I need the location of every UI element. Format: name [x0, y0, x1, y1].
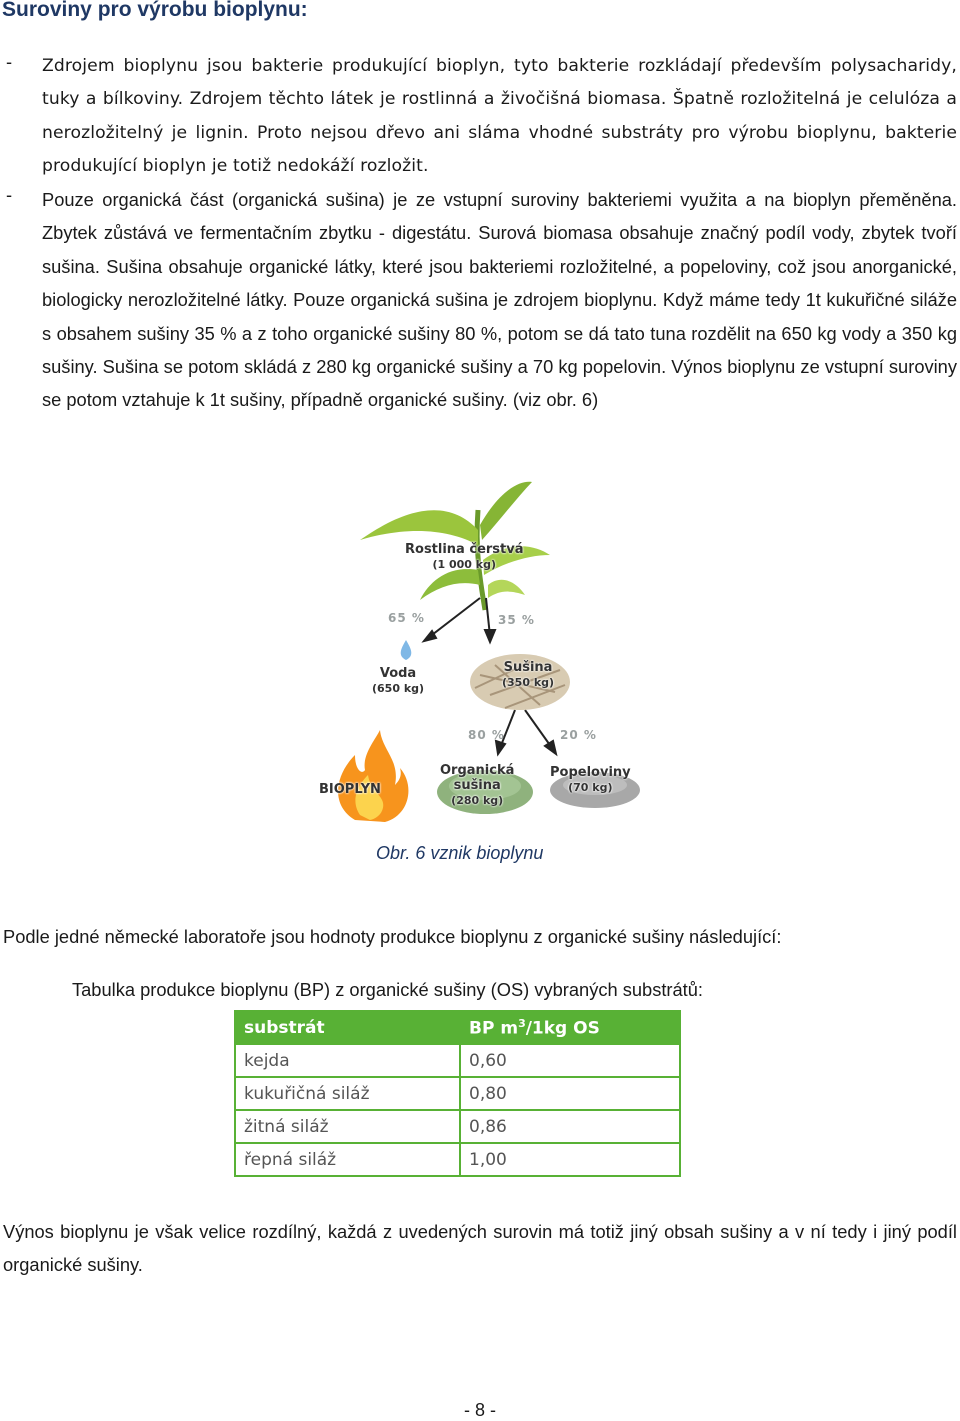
header-yield: BP $m^3/1kg$ OS — [460, 1011, 680, 1044]
yield-cell: 0,60 — [460, 1044, 680, 1077]
substrate-cell: řepná siláž — [235, 1143, 460, 1176]
dry-matter-label: Sušina (350 kg) — [502, 660, 555, 689]
biogas-label: BIOPLYN — [319, 782, 381, 797]
paragraph-raw-materials: Zdrojem bioplynu jsou bakterie produkující bioplyn, tyto bakterie rozkládají především polysacharidy, tuky a bílkoviny. Zdrojem těchto látek je rostlinná a živočišná biomasa. Špatně rozložitelná je celulóza a nerozložitelný je lignin. Proto nejsou dřevo ani sláma vhodné substráty pro výrobu bioplynu, bakterie produkující bioplyn je totiž nedokáží rozložit. — [42, 56, 957, 177]
yield-cell: 0,86 — [460, 1110, 680, 1143]
table-row — [235, 1110, 680, 1143]
page-number: - 8 - — [463, 1400, 496, 1420]
bullet-dash: - — [6, 184, 13, 205]
organic-matter-label: Organická sušina (280 kg) — [440, 763, 515, 807]
figure-caption: Obr. 6 vznik bioplynu — [376, 843, 544, 863]
biogas-diagram — [300, 470, 670, 840]
table-title: Tabulka produkce bioplynu (BP) z organické sušiny (OS) vybraných substrátů: — [72, 979, 703, 1000]
intro-line: Podle jedné německé laboratoře jsou hodnoty produkce bioplynu z organické sušiny následující: — [3, 926, 782, 947]
substrate-cell: kejda — [235, 1044, 460, 1077]
water-label: Voda (650 kg) — [372, 666, 425, 695]
ash-percent: 20 % — [560, 728, 597, 742]
dry-percent: 35 % — [498, 613, 535, 627]
table-header-row — [235, 1011, 680, 1044]
plant-label: Rostlina čerstvá (1 000 kg) — [405, 542, 524, 571]
closing-paragraph: Výnos bioplynu je však velice rozdílný, každá z uvedených surovin má totiž jiný obsah sušiny a v ní tedy i jiný podíl organické sušiny. — [3, 1221, 957, 1276]
water-drop-icon — [401, 640, 412, 660]
organic-percent: 80 % — [468, 728, 505, 742]
bullet-dash: - — [6, 51, 13, 72]
header-substrate: substrát — [235, 1011, 460, 1044]
ash-label: Popeloviny (70 kg) — [550, 765, 631, 794]
table-row — [235, 1077, 680, 1110]
yield-cell: 0,80 — [460, 1077, 680, 1110]
substrate-cell: žitná siláž — [235, 1110, 460, 1143]
yield-cell: 1,00 — [460, 1143, 680, 1176]
substrate-cell: kukuřičná siláž — [235, 1077, 460, 1110]
table-row — [235, 1143, 680, 1176]
biogas-yield-table — [234, 1010, 681, 1177]
paragraph-organic-matter: Pouze organická část (organická sušina) je ze vstupní suroviny bakteriemi využita a na bioplyn přeměněna. Zbytek zůstává ve fermentačním zbytku - digestátu. Surová biomasa obsahuje značný podíl vody, zbytek tvoří sušina. Sušina obsahuje organické látky, které jsou bakteriemi rozložitelné, a popeloviny, což jsou anorganické, biologicky nerozložitelné látky. Pouze organická sušina je zdrojem bioplynu. Když máme tedy 1t kukuřičné siláže s obsahem sušiny 35 % a z toho organické sušiny 80 %, potom se dá tato tuna rozdělit na 650 kg vody a 350 kg sušiny. Sušina se potom skládá z 280 kg organické sušiny a 70 kg popelovin. Výnos bioplynu ze vstupní suroviny se potom vztahuje k 1t sušiny, případně organické sušiny. (viz obr. 6) — [42, 189, 957, 411]
section-heading: Suroviny pro výrobu bioplynu: — [2, 0, 308, 21]
water-percent: 65 % — [388, 611, 425, 625]
fire-icon — [338, 730, 408, 822]
table-row — [235, 1044, 680, 1077]
